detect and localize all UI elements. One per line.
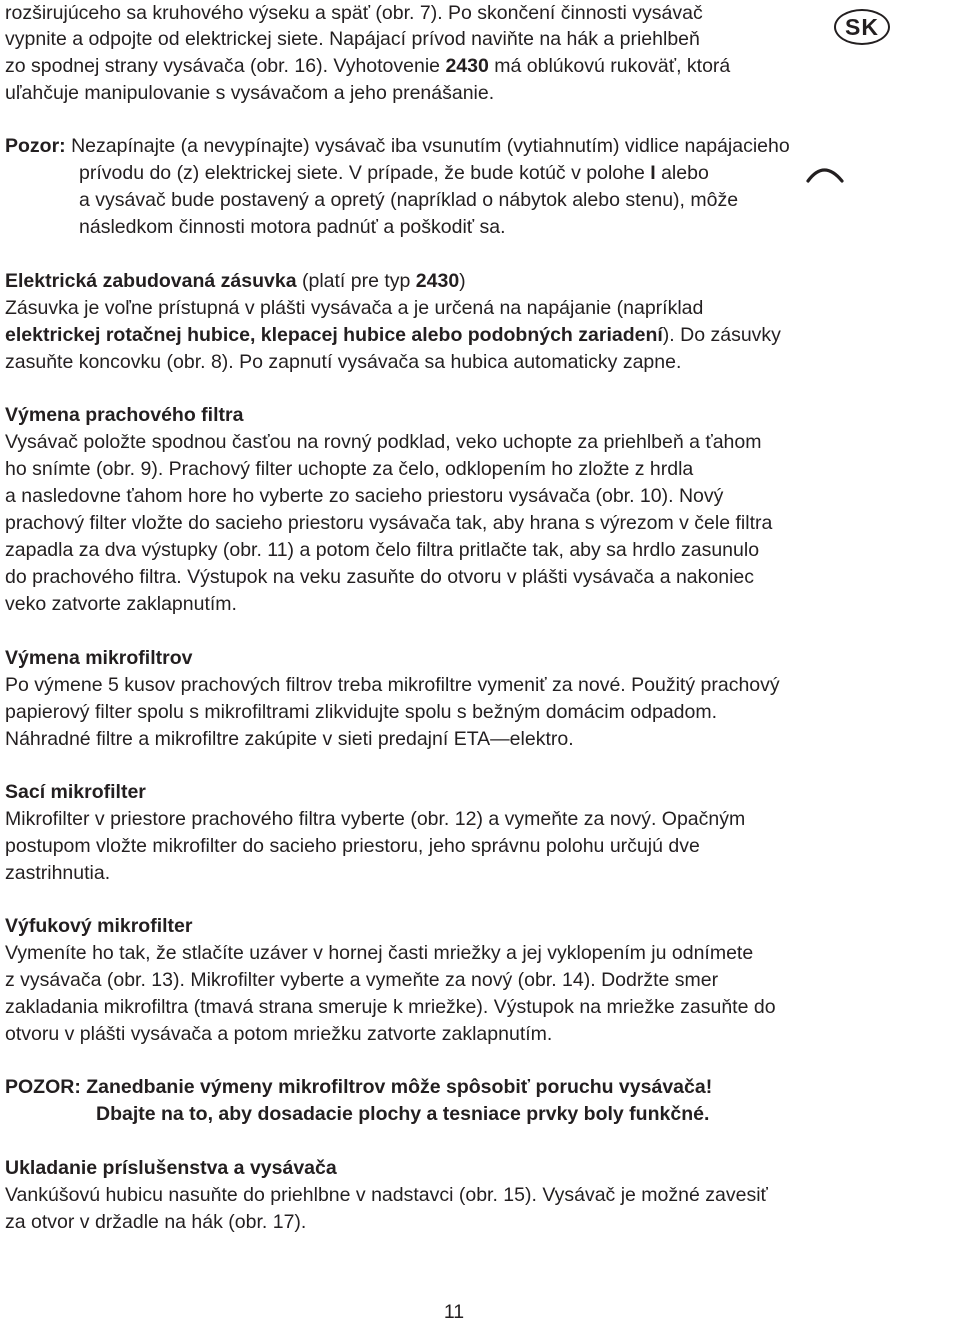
warning-line-4: následkom činnosti motora padnúť a poškodiť sa. [79, 216, 506, 238]
dust-filter-line: prachový filter vložte do sacieho priestoru vysávača tak, aby hrana s výrezom v čele filtra [5, 512, 773, 534]
exhaust-microfilter-line: z vysávača (obr. 13). Mikrofilter vyberte a vymeňte za nový (obr. 14). Dodržte smer [5, 969, 719, 991]
caution-text-2: Dbajte na to, aby dosadacie plochy a tesniace prvky boly funkčné. [96, 1103, 710, 1125]
dust-filter-line: a nasledovne ťahom hore ho vyberte zo sacieho priestoru vysávača (obr. 10). Nový [5, 485, 724, 507]
warning-line-1 [5, 133, 790, 160]
dust-filter-line: zapadla za dva výstupky (obr. 11) a potom čelo filtra pritlačte tak, aby sa hrdlo zasunulo [5, 539, 760, 561]
dust-filter-line: Vysávač položte spodnou časťou na rovný podklad, veko uchopte za priehlbeň a ťahom [5, 431, 762, 453]
socket-line-2-bold: elektrickej rotačnej hubice, klepacej hubice alebo podobných zariadení [5, 324, 663, 346]
microfilters-heading [5, 645, 192, 672]
dust-filter-line: ho snímte (obr. 9). Prachový filter uchopte za čelo, odklopením ho zložte z hrdla [5, 458, 694, 480]
intro-line-3-text: zo spodnej strany vysávača (obr. 16). Vyhotovenie [5, 55, 446, 77]
caution-line-2 [96, 1101, 709, 1128]
intro-line-2: vypnite a odpojte od elektrickej siete. Napájací prívod naviňte na hák a priehlbeň [5, 28, 700, 50]
intro-line-4: uľahčuje manipulovanie s vysávačom a jeho prenášanie. [5, 82, 495, 104]
socket-heading [5, 268, 466, 295]
microfilters-heading-text: Výmena mikrofiltrov [5, 647, 193, 669]
socket-line-1: Zásuvka je voľne prístupná v plášti vysávača a je určená na napájanie (napríklad [5, 297, 704, 319]
suction-microfilter-line: Mikrofilter v priestore prachového filtra vyberte (obr. 12) a vymeňte za nový. Opačným [5, 808, 746, 830]
arc-position-icon [804, 165, 848, 185]
storage-heading [5, 1155, 337, 1182]
suction-microfilter-line: postupom vložte mikrofilter do sacieho priestoru, jeho správnu polohu určujú dve [5, 835, 700, 857]
socket-line-3: zasuňte koncovku (obr. 8). Po zapnutí vysávača sa hubica automaticky zapne. [5, 351, 682, 373]
exhaust-microfilter-heading [5, 913, 192, 940]
microfilters-line: Náhradné filtre a mikrofiltre zakúpite v sieti predajní ETA—elektro. [5, 728, 574, 750]
intro-line-1: rozširujúceho sa kruhového výseku a späť (obr. 7). Po skončení činnosti vysávač [5, 2, 703, 24]
model-number: 2430 [445, 55, 489, 77]
suction-microfilter-heading-text: Sací mikrofilter [5, 781, 146, 803]
socket-heading-title: Elektrická zabudovaná zásuvka [5, 270, 297, 292]
suction-microfilter-line: zastrihnutia. [5, 862, 111, 884]
storage-heading-text: Ukladanie príslušenstva a vysávača [5, 1157, 337, 1179]
warning-line-2 [79, 160, 709, 187]
dust-filter-heading [5, 402, 243, 429]
exhaust-microfilter-line: otvoru v plášti vysávača a potom mriežku zatvorte zaklapnutím. [5, 1023, 553, 1045]
page-number: 11 [443, 1301, 465, 1323]
manual-page [5, 0, 955, 1323]
storage-line: Vankúšovú hubicu nasuňte do priehlbne v nadstavci (obr. 15). Vysávač je možné zavesiť [5, 1184, 768, 1206]
language-badge-label: SK [845, 13, 879, 40]
storage-line: za otvor v držadle na hák (obr. 17). [5, 1211, 307, 1233]
warning-line-2-end: alebo [655, 162, 709, 184]
exhaust-microfilter-line: Vymeníte ho tak, že stlačíte uzáver v hornej časti mriežky a jej vyklopením ju odnímete [5, 942, 754, 964]
socket-line-2-rest: ). Do zásuvky [662, 324, 781, 346]
socket-line-2 [5, 322, 781, 349]
socket-heading-note: (platí pre typ [296, 270, 416, 292]
warning-label: Pozor: [5, 135, 66, 157]
warning-line-2-text: prívodu do (z) elektrickej siete. V prípade, že bude kotúč v polohe [79, 162, 651, 184]
dust-filter-heading-text: Výmena prachového filtra [5, 404, 244, 426]
caution-text-1: POZOR: Zanedbanie výmeny mikrofiltrov môže spôsobiť poruchu vysávača! [5, 1076, 713, 1098]
exhaust-microfilter-line: zakladania mikrofiltra (tmavá strana smeruje k mriežke). Výstupok na mriežke zasuňte do [5, 996, 776, 1018]
suction-microfilter-heading [5, 779, 146, 806]
exhaust-microfilter-heading-text: Výfukový mikrofilter [5, 915, 193, 937]
language-badge [834, 9, 890, 45]
position-one-label: I [650, 162, 656, 184]
caution-line-1 [5, 1074, 712, 1101]
warning-text: Nezapínajte (a nevypínajte) vysávač iba vsunutím (vytiahnutím) vidlice napájacieho [65, 135, 790, 157]
socket-model-number: 2430 [415, 270, 460, 292]
warning-line-3: a vysávač bude postavený a opretý (napríklad o nábytok alebo stenu), môže [79, 189, 739, 211]
microfilters-line: papierový filter spolu s mikrofiltrami zlikvidujte spolu s bežným domácim odpadom. [5, 701, 718, 723]
intro-line-3 [5, 53, 730, 80]
microfilters-line: Po výmene 5 kusov prachových filtrov treba mikrofiltre vymeniť za nové. Použitý prachový [5, 674, 780, 696]
dust-filter-line: veko zatvorte zaklapnutím. [5, 593, 237, 615]
intro-line-3-end: má oblúkovú rukoväť, ktorá [488, 55, 731, 77]
socket-heading-note-end: ) [459, 270, 466, 292]
dust-filter-line: do prachového filtra. Výstupok na veku zasuňte do otvoru v plášti vysávača a nakoniec [5, 566, 755, 588]
